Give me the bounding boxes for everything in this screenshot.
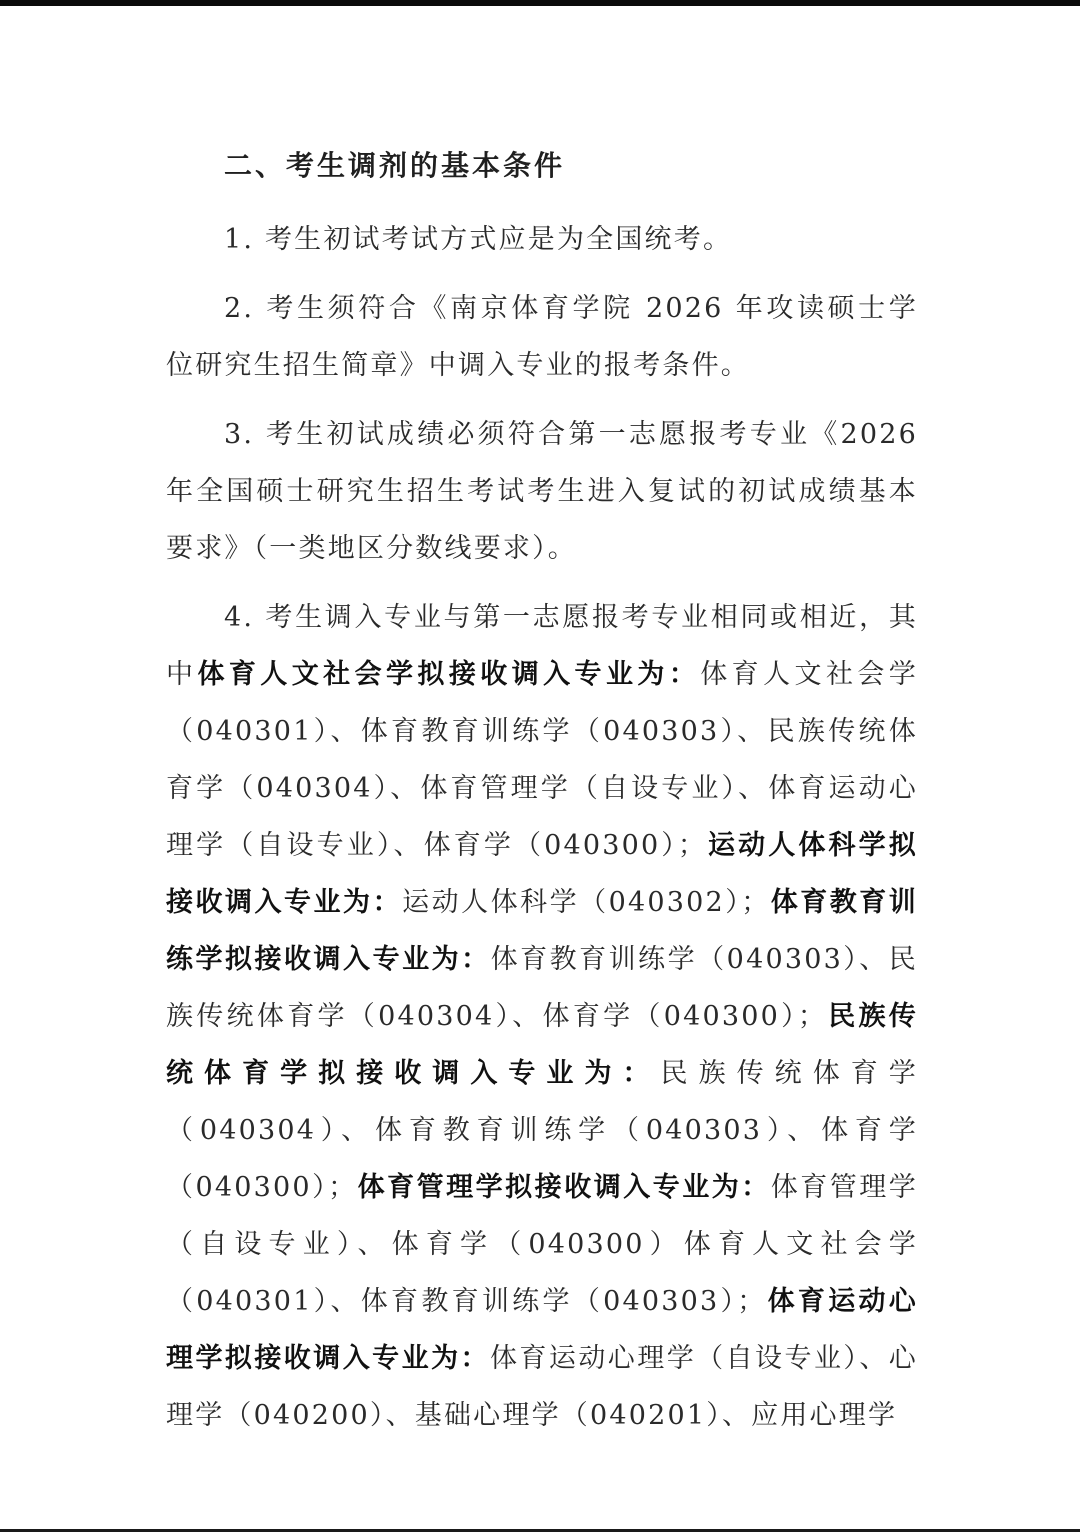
major-label-traditional-ethnic-sports: 民族传统体育学拟接收调入专业为：	[166, 1001, 918, 1089]
major-list-human-movement-science: 运动人体科学（040302）；	[402, 887, 771, 918]
major-list-physical-education-training: 体育教育训练学（040303）、民族传统体育学（040304）、体育学（040300）；	[166, 944, 918, 1032]
condition-item-2: 2. 考生须符合《南京体育学院 2026 年攻读硕士学位研究生招生简章》中调入专业的报考条件。	[166, 293, 918, 381]
section-heading: 二、考生调剂的基本条件	[224, 149, 566, 182]
major-label-human-movement-science: 运动人体科学拟接收调入专业为：	[166, 830, 918, 918]
item-4-intro: 4. 考生调入专业与第一志愿报考专业相同或相近，其中	[166, 602, 918, 690]
major-list-sports-management: 体育管理学（自设专业）、体育学（040300）体育人文社会学（040301）、体育教育训练学（040303）；	[166, 1172, 919, 1317]
major-label-sport-psychology: 体育运动心理学拟接收调入专业为：	[166, 1286, 919, 1374]
top-edge-bar	[0, 0, 1080, 6]
major-label-sports-management: 体育管理学拟接收调入专业为：	[357, 1172, 771, 1203]
major-label-sports-humanities: 体育人文社会学拟接收调入专业为：	[197, 659, 701, 690]
document-page	[166, 138, 918, 1444]
major-list-traditional-ethnic-sports: 民族传统体育学（040304）、体育教育训练学（040303）、体育学（040300）；	[166, 1058, 918, 1203]
condition-item-1: 1. 考生初试考试方式应是为全国统考。	[224, 224, 733, 255]
major-label-physical-education-training: 体育教育训练学拟接收调入专业为：	[166, 887, 918, 975]
major-list-sport-psychology: 体育运动心理学（自设专业）、心理学（040200）、基础心理学（040201）、应用心理学	[166, 1343, 919, 1431]
major-list-sports-humanities: 体育人文社会学（040301）、体育教育训练学（040303）、民族传统体育学（040304）、体育管理学（自设专业）、体育运动心理学（自设专业）、体育学（040300）；	[166, 659, 919, 861]
condition-item-4	[166, 589, 918, 1444]
condition-item-3: 3. 考生初试成绩必须符合第一志愿报考专业《2026 年全国硕士研究生招生考试考生进入复试的初试成绩基本要求》（一类地区分数线要求）。	[166, 419, 918, 564]
